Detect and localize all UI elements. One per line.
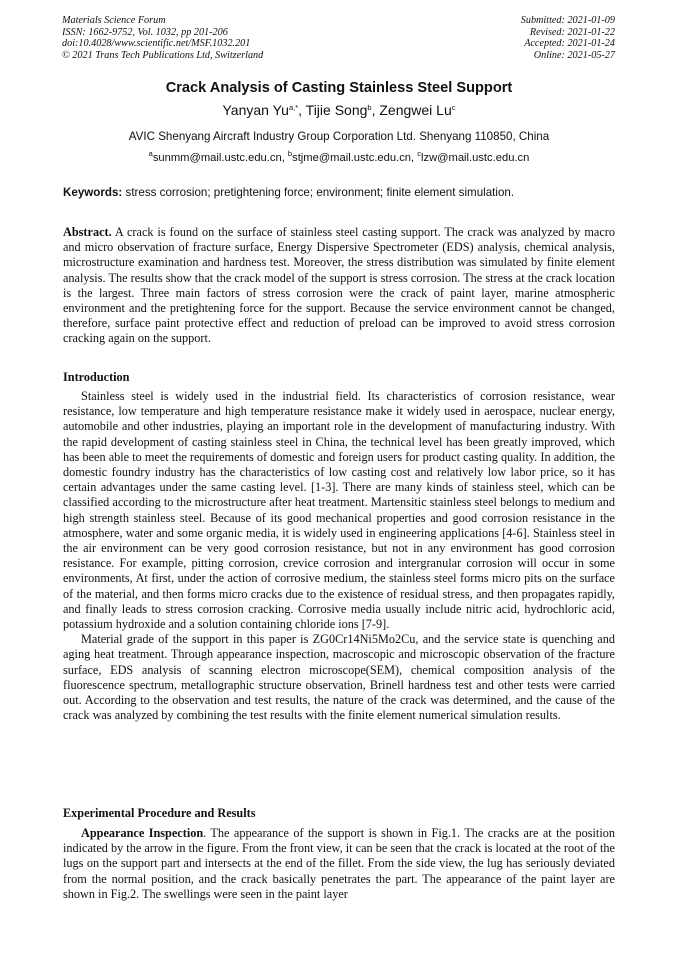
- abstract-text: A crack is found on the surface of stainless steel casting support. The crack was analyzed by macro and micro observation of fracture surface, Energy Dispersive Spectrometer (EDS) analysis, chemical analysis, microstructure examination and hardness test. Moreover, the stress distribution was simulated by finite element analysis. The results show that the crack model of the support is stress corrosion. The stress at the crack location is the largest. Three main factors of stress corrosion were the crack of paint layer, marine atmospheric environment and the pretightening force for the support. Because the service environment cannot be changed, therefore, surface paint protective effect and reduction of preload can be improved to avoid stress corrosion cracking again on the support.: [63, 225, 615, 346]
- paragraph: Stainless steel is widely used in the industrial field. Its characteristics of corrosion resistance, wear resistance, low temperature and high temperature resistance make it widely used in aerospace, nuclear energy, automobile and other industries, playing an important role in the development of manufacturing industry. With the rapid development of casting stainless steel in China, the technical level has been greatly improved, which has been able to meet the requirements of domestic and foreign users for product casting quality. In addition, the domestic foundry industry has the characteristics of low casting cost and relatively low labor price, so it has certain advantages under the same casting level. [1-3]. There are many kinds of stainless steel, which can be classified according to the microstructure after heat treatment. Martensitic stainless steel belongs to medium and high strength stainless steel. Because of its good mechanical properties and good corrosion resistance in the atmosphere, water and some organic media, it is widely used in engineering applications [4-6]. Stainless steel in the air environment can be very good corrosion resistance, but not in any environment has good corrosion resistance. For example, pitting corrosion, crevice corrosion and intergranular corrosion will occur in some environments, At first, under the action of corrosive medium, the stainless steel forms micro pits on the surface of the material, and then forms micro cracks due to the existence of residual stress, and then propagates rapidly, and finally leads to stress corrosion cracking. Corrosive media usually include nitric acid, hydrochloric acid, potassium hydroxide and a solution containing chloride ions [7-9].: [63, 389, 615, 632]
- online-date: Online: 2021-05-27: [533, 49, 615, 61]
- paragraph: Material grade of the support in this paper is ZG0Cr14Ni5Mo2Cu, and the service state is quenching and aging heat treatment. Through appearance inspection, macroscopic and microscopic observation of the fracture surface, EDS analysis of scanning electron microscope(SEM), chemical composition analysis of the fluorescence spectrum, metallographic structure observation, Brinell hardness test and other tests were carried out. According to the observation and test results, the nature of the crack was determined, and the cause of the crack was analyzed by combining the test results with the finite element numerical simulation results.: [63, 632, 615, 723]
- email-link[interactable]: stjme@mail.ustc.edu.cn: [292, 152, 412, 164]
- run-in-heading: Appearance Inspection: [81, 826, 204, 840]
- email-link[interactable]: lzw@mail.ustc.edu.cn: [420, 152, 530, 164]
- issn-line: ISSN: 1662-9752, Vol. 1032, pp 201-206: [62, 26, 228, 38]
- paper-title: Crack Analysis of Casting Stainless Steel Support: [165, 80, 513, 96]
- introduction-body: [63, 389, 615, 723]
- abstract-label: Abstract.: [63, 225, 112, 239]
- doi-line: doi:10.4028/www.scientific.net/MSF.1032.201: [62, 38, 251, 50]
- dates-info: [521, 15, 615, 61]
- author-superscript: b: [367, 103, 372, 112]
- experimental-body: [63, 826, 615, 902]
- keywords-label: Keywords:: [63, 186, 123, 199]
- email-superscript: b: [287, 149, 293, 158]
- paragraph-text: . The appearance of the support is shown in Fig.1. The cracks are at the position indicated by the arrow in the figure. From the front view, it can be seen that the crack is located at the root of the lugs on the support part and intersects at the end of the fillet. From the side view, the lug has seriously deviated from the normal position, and the crack basically penetrates the part. The appearance of the paint layer are shown in Fig.2. The swellings were seen in the paint layer: [63, 826, 615, 901]
- email-list: $^a$sunmm@mail.ustc.edu.cn, $^b$stjme@mail.ustc.edu.cn, $^c$lzw@mail.ustc.edu.cn: [148, 149, 530, 164]
- keywords-text: stress corrosion; pretightening force; environment; finite element simulation.: [125, 186, 515, 199]
- section-heading-introduction: Introduction: [63, 370, 130, 384]
- author-superscript: a,*: [288, 103, 299, 112]
- author-list: Yanyan $Yu^{a,*}$, Tijie Song$^b$, Zengwei Lu$^c$: [222, 102, 456, 118]
- email-link[interactable]: sunmm@mail.ustc.edu.cn: [152, 152, 282, 164]
- section-heading-experimental: Experimental Procedure and Results: [63, 806, 256, 820]
- journal-info: [62, 15, 263, 61]
- revised-date: Revised: 2021-01-22: [529, 26, 615, 38]
- author-name: Tijie Song: [305, 102, 368, 118]
- email-superscript: a: [148, 149, 153, 158]
- author-name: Zengwei Lu: [379, 102, 452, 118]
- copyright-line: © 2021 Trans Tech Publications Ltd, Switzerland: [62, 49, 264, 61]
- abstract: [63, 225, 615, 347]
- keywords: [63, 186, 615, 199]
- affiliation: AVIC Shenyang Aircraft Industry Group Corporation Ltd. Shenyang 110850, China: [128, 130, 550, 143]
- author-superscript: c: [451, 103, 456, 112]
- journal-name: Materials Science Forum: [62, 15, 166, 26]
- paragraph: [63, 826, 615, 902]
- submitted-date: Submitted: 2021-01-09: [520, 15, 615, 26]
- author-name: Yanyan Yu: [222, 102, 289, 118]
- email-superscript: c: [417, 149, 421, 158]
- accepted-date: Accepted: 2021-01-24: [524, 38, 615, 50]
